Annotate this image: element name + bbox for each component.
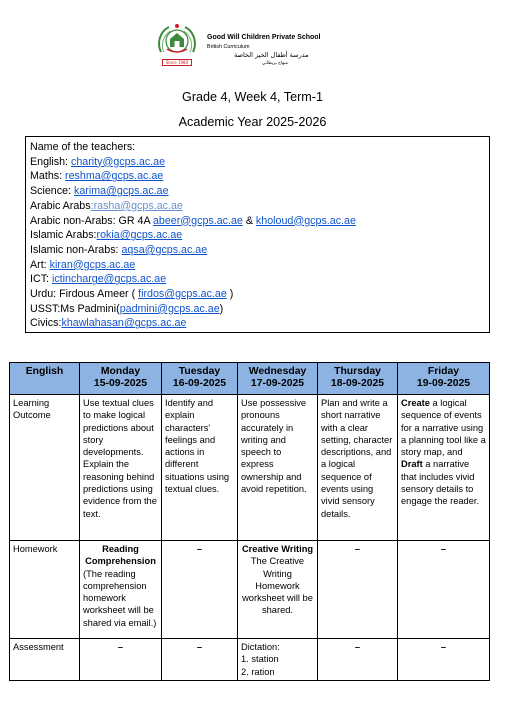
email-link[interactable]: karima@gcps.ac.ae: [73, 185, 169, 198]
table-row-homework: [10, 541, 490, 639]
school-name-arabic: مدرسة أطفال الخير الخاصة: [234, 51, 309, 59]
email-link[interactable]: kholoud@gcps.ac.ae: [255, 214, 356, 227]
day-date: 19-09-2025: [416, 378, 471, 390]
homework-thursday: –: [318, 541, 398, 639]
teacher-label: USST:Ms Padmini(: [30, 302, 120, 315]
subject-header: English: [10, 363, 80, 395]
assessment-monday: –: [80, 639, 162, 681]
day-header-friday: [398, 363, 490, 395]
assessment-wednesday: [238, 639, 318, 681]
email-link[interactable]: :rasha@gcps.ac.ae: [90, 199, 183, 212]
assessment-friday: –: [398, 639, 490, 681]
teacher-art: [30, 258, 485, 273]
homework-friday: –: [398, 541, 490, 639]
day-name: Thursday: [334, 366, 381, 377]
school-curriculum: British Curriculum: [207, 44, 250, 50]
email-link[interactable]: rokia@gcps.ac.ae: [96, 229, 183, 242]
teacher-label: Civics:: [30, 317, 62, 330]
row-label-homework: Homework: [10, 541, 80, 639]
teacher-urdu: [30, 287, 485, 302]
school-curriculum-arabic: منهاج بريطاني: [262, 61, 288, 66]
dictation-word: 1. station: [241, 654, 279, 665]
teacher-islamic-non-arabs: [30, 243, 485, 258]
day-name: Wednesday: [248, 366, 307, 377]
teacher-science: [30, 184, 485, 199]
outcome-text: a logical sequence of events for a narrative using a planning tool like a story map, and: [401, 398, 486, 458]
paren-close: ): [219, 302, 224, 315]
school-name: Good Will Children Private School: [207, 34, 321, 41]
teachers-box: [25, 136, 490, 333]
teacher-label: Islamic Arabs:: [30, 229, 97, 242]
outcome-friday: [398, 395, 490, 541]
day-name: Friday: [427, 366, 460, 377]
day-header-monday: [80, 363, 162, 395]
teacher-english: [30, 155, 485, 170]
teacher-label: English:: [30, 155, 71, 168]
day-date: 18-09-2025: [330, 378, 385, 390]
create-word: Create: [401, 398, 430, 408]
academic-year-title: Academic Year 2025-2026: [178, 115, 327, 129]
email-link[interactable]: khawlahasan@gcps.ac.ae: [61, 317, 187, 330]
teacher-arabic-arabs: [30, 199, 485, 214]
assessment-tuesday: –: [162, 639, 238, 681]
email-link[interactable]: reshma@gcps.ac.ae: [65, 170, 164, 183]
teacher-label: Science:: [30, 185, 74, 198]
dictation-word: 2. ration: [241, 666, 275, 677]
email-link[interactable]: kiran@gcps.ac.ae: [49, 258, 136, 271]
teacher-label: Arabic Arabs: [30, 199, 91, 212]
homework-text: The Creative Writing Homework worksheet will be shared.: [242, 556, 313, 616]
teacher-label: ICT:: [30, 273, 52, 286]
email-link[interactable]: padmini@gcps.ac.ae: [119, 302, 220, 315]
outcome-tuesday: Identify and explain characters' feelings and actions in different situations using textual clues.: [162, 395, 238, 541]
teacher-ict: [30, 272, 485, 287]
homework-title: Reading Comprehension: [85, 544, 156, 567]
homework-text: (The reading comprehension homework worksheet will be shared via email.): [83, 568, 157, 628]
weekly-plan-table: [9, 362, 490, 681]
teacher-label: Art:: [30, 258, 50, 271]
email-link[interactable]: firdos@gcps.ac.ae: [138, 288, 227, 301]
table-row-assessment: [10, 639, 490, 681]
email-link[interactable]: ictincharge@gcps.ac.ae: [51, 273, 167, 286]
teacher-label: Islamic non-Arabs:: [30, 243, 122, 256]
ampersand: &: [242, 214, 256, 227]
draft-word: Draft: [401, 459, 423, 470]
assessment-thursday: –: [318, 639, 398, 681]
outcome-thursday: Plan and write a short narrative with a clear setting, character descriptions, and a logical sequence of events using vivid sensory details.: [318, 395, 398, 541]
outcome-wednesday: Use possessive pronouns accurately in writing and speech to express ownership and avoid repetition.: [238, 395, 318, 541]
day-date: 16-09-2025: [172, 378, 227, 390]
row-label-learning-outcome: Learning Outcome: [10, 395, 80, 541]
table-header-row: [10, 363, 490, 395]
day-header-wednesday: [238, 363, 318, 395]
homework-title: Creative Writing: [241, 544, 314, 554]
table-row-learning-outcome: [10, 395, 490, 541]
day-header-tuesday: [162, 363, 238, 395]
day-name: Monday: [100, 366, 141, 377]
homework-monday: [80, 541, 162, 639]
teacher-arabic-non-arabs: [30, 214, 485, 229]
outcome-text: a narrative that includes vivid sensory details to engage the reader.: [401, 459, 480, 507]
teacher-label: Maths:: [30, 170, 66, 183]
day-name: Tuesday: [178, 366, 221, 377]
grade-week-title: Grade 4, Week 4, Term-1: [182, 90, 323, 104]
day-date: 17-09-2025: [250, 378, 305, 390]
teacher-label: Urdu: Firdous Ameer (: [30, 288, 139, 301]
teacher-maths: [30, 169, 485, 184]
teacher-label: Arabic non-Arabs: GR 4A: [30, 214, 153, 227]
school-logo: [152, 22, 332, 70]
day-header-thursday: [318, 363, 398, 395]
dictation-heading: Dictation:: [241, 642, 280, 652]
email-link[interactable]: aqsa@gcps.ac.ae: [121, 243, 208, 256]
since-badge: Since 1980: [162, 59, 192, 66]
homework-tuesday: –: [162, 541, 238, 639]
homework-wednesday: [238, 541, 318, 639]
day-date: 15-09-2025: [93, 378, 148, 390]
teacher-civics: [30, 316, 485, 331]
email-link[interactable]: charity@gcps.ac.ae: [71, 155, 166, 168]
outcome-monday: Use textual clues to make logical predictions about story developments. Explain the reasoning behind predictions using evidence from the text.: [80, 395, 162, 541]
teachers-heading: Name of the teachers:: [30, 141, 136, 153]
email-link[interactable]: abeer@gcps.ac.ae: [152, 214, 243, 227]
teacher-islamic-arabs: [30, 228, 485, 243]
paren-close: ): [226, 288, 234, 301]
teacher-usst: [30, 302, 485, 317]
row-label-assessment: Assessment: [10, 639, 80, 681]
